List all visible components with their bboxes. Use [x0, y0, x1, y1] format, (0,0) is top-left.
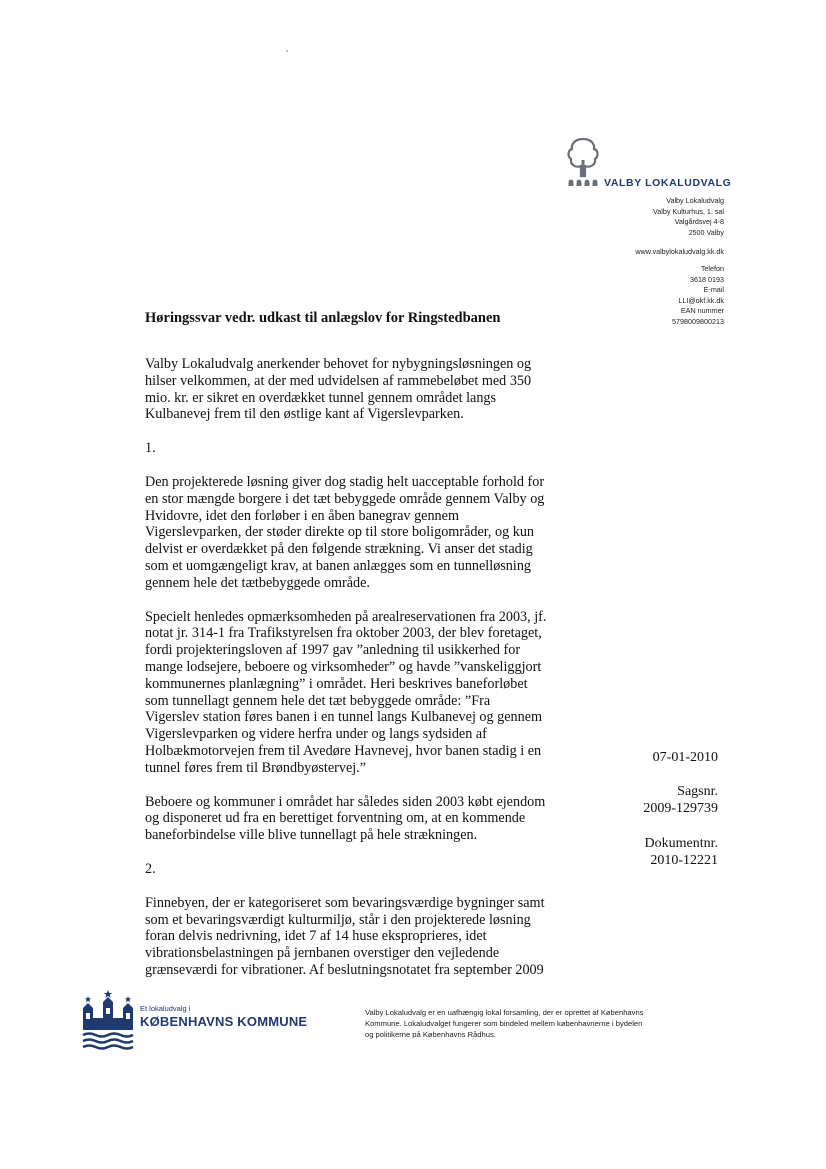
paragraph-5	[145, 895, 585, 979]
text-line: vibrationsbelastningen på jernbanen overstiger den vejledende	[145, 945, 500, 962]
phone-label: Telefon	[700, 264, 724, 273]
text-line: hilser velkommen, at der med udvidelsen af rammebeløbet med 350	[145, 372, 532, 389]
copenhagen-coat-of-arms-icon	[80, 988, 136, 1054]
municipality-name: KØBENHAVNS KOMMUNE	[140, 1014, 308, 1029]
footer-line: Kommune. Lokaludvalget fungerer som bindeled mellem københavnerne i bydelen	[365, 1019, 643, 1029]
case-number	[578, 784, 718, 818]
address-line: 2500 Valby	[688, 227, 724, 237]
section-number-2	[145, 861, 585, 878]
address-line: Valby Kulturhus, 1. sal	[653, 206, 724, 216]
text-line: Holbækmotorvejen frem til Avedøre Havnevej, hvor banen stadig i en	[145, 742, 542, 759]
case-number-value: 2009-129739	[643, 800, 718, 816]
text-line: Vigerslevparken og videre herfra under og langs sydsiden af	[145, 726, 487, 743]
document-number-value: 2010-12221	[650, 852, 718, 868]
text-line: som et bevaringsværdigt kulturmiljø, står i den projekterede løsning	[145, 911, 531, 928]
letter-body	[145, 356, 585, 979]
document-number	[578, 836, 718, 870]
paragraph-4	[145, 794, 585, 844]
case-number-label: Sagsnr.	[677, 784, 718, 799]
address-block	[504, 196, 724, 238]
scan-speck	[286, 50, 288, 52]
text-line: kommunernes planlægning” i området. Heri beskrives baneforløbet	[145, 675, 528, 692]
text-line: mange lodsejere, beboere og virksomheder” og havde ”vanskeliggjort	[145, 658, 542, 675]
text-line: Beboere og kommuner i området har således siden 2003 købt ejendom	[145, 793, 546, 810]
text-line: Vigerslevparken, der støder direkte op til store boligområder, og kun	[145, 524, 535, 541]
footer-subtitle: Et lokaludvalg i	[140, 1004, 191, 1013]
paragraph-2	[145, 474, 585, 592]
date-value: 07-01-2010	[652, 750, 718, 765]
section-number-1	[145, 440, 585, 457]
footer-line: og politikerne på Københavns Rådhus.	[365, 1030, 496, 1040]
ean-label: EAN nummer	[680, 306, 724, 316]
paragraph-3	[145, 609, 585, 777]
tree-logo-icon	[565, 136, 601, 188]
text-line: notat jr. 314-1 fra Trafikstyrelsen fra oktober 2003, der blev foretaget,	[145, 625, 542, 642]
section-number: 1.	[145, 440, 156, 457]
text-line: grænseværdi for vibrationer. Af beslutningsnotatet fra september 2009	[145, 961, 544, 978]
email-label: E-mail	[703, 285, 724, 295]
text-line: foran delvis nedrivning, idet 7 af 14 huse eksproprieres, idet	[145, 928, 487, 945]
letter-date	[578, 750, 718, 767]
text-line: som tunnellagt gennem hele det tæt bebyggede område: ”Fra	[145, 692, 491, 709]
text-line: baneforbindelse ville blive tunnellagt på hele strækningen.	[145, 827, 478, 844]
text-line: delvist er overdækket på den følgende strækning. Vi anser det stadig	[145, 541, 533, 558]
letter-subject: Høringssvar vedr. udkast til anlægslov for Ringstedbanen	[145, 310, 501, 326]
text-line: og disponeret ud fra en berettiget forventning om, at en kommende	[145, 810, 526, 827]
text-line: Specielt henledes opmærksomheden på arealreservationen fra 2003, jf.	[145, 608, 547, 625]
email-address[interactable]: LLI@okf.kk.dk	[678, 295, 724, 305]
section-number: 2.	[145, 860, 156, 877]
text-line: mio. kr. er sikret en overdækket tunnel gennem området langs	[145, 389, 497, 406]
text-line: som et uomgængeligt krav, at banen anlægges som en tunnelløsning	[145, 557, 532, 574]
text-line: Finnebyen, der er kategoriseret som bevaringsværdige bygninger samt	[145, 894, 545, 911]
text-line: Den projekterede løsning giver dog stadig helt uacceptable forhold for	[145, 473, 545, 490]
website-link[interactable]: www.valbylokaludvalg.kk.dk	[635, 247, 724, 256]
text-line: Kulbanevej frem til den østlige kant af Vigerslevparken.	[145, 406, 464, 423]
text-line: Valby Lokaludvalg anerkender behovet for nybygningsløsningen og	[145, 356, 532, 372]
address-line: Valby Lokaludvalg	[666, 196, 724, 205]
text-line: Vigerslev station føres banen i en tunnel langs Kulbanevej og gennem	[145, 709, 543, 726]
text-line: tunnel føres frem til Brøndbyøstervej.”	[145, 759, 367, 776]
footer-line: Valby Lokaludvalg er en uafhængig lokal forsamling, der er oprettet af Københavns	[365, 1008, 644, 1017]
address-line: Valgårdsvej 4-8	[674, 217, 724, 227]
text-line: gennem hele det tætbebyggede område.	[145, 574, 370, 591]
footer-description	[365, 1007, 710, 1041]
ean-number: 5798009800213	[672, 316, 724, 326]
document-number-label: Dokumentnr.	[644, 836, 718, 851]
organization-name: VALBY LOKALUDVALG	[604, 177, 732, 189]
contact-block	[504, 264, 724, 328]
paragraph-intro	[145, 356, 585, 423]
text-line: en stor mængde borgere i det tæt bebyggede område gennem Valby og	[145, 490, 545, 507]
phone-number: 3618 0193	[690, 274, 724, 284]
text-line: Hvidovre, idet den forløber i en åben banegrav gennem	[145, 507, 459, 524]
text-line: fordi projekteringsloven af 1997 gav ”anledning til usikkerhed for	[145, 642, 521, 659]
